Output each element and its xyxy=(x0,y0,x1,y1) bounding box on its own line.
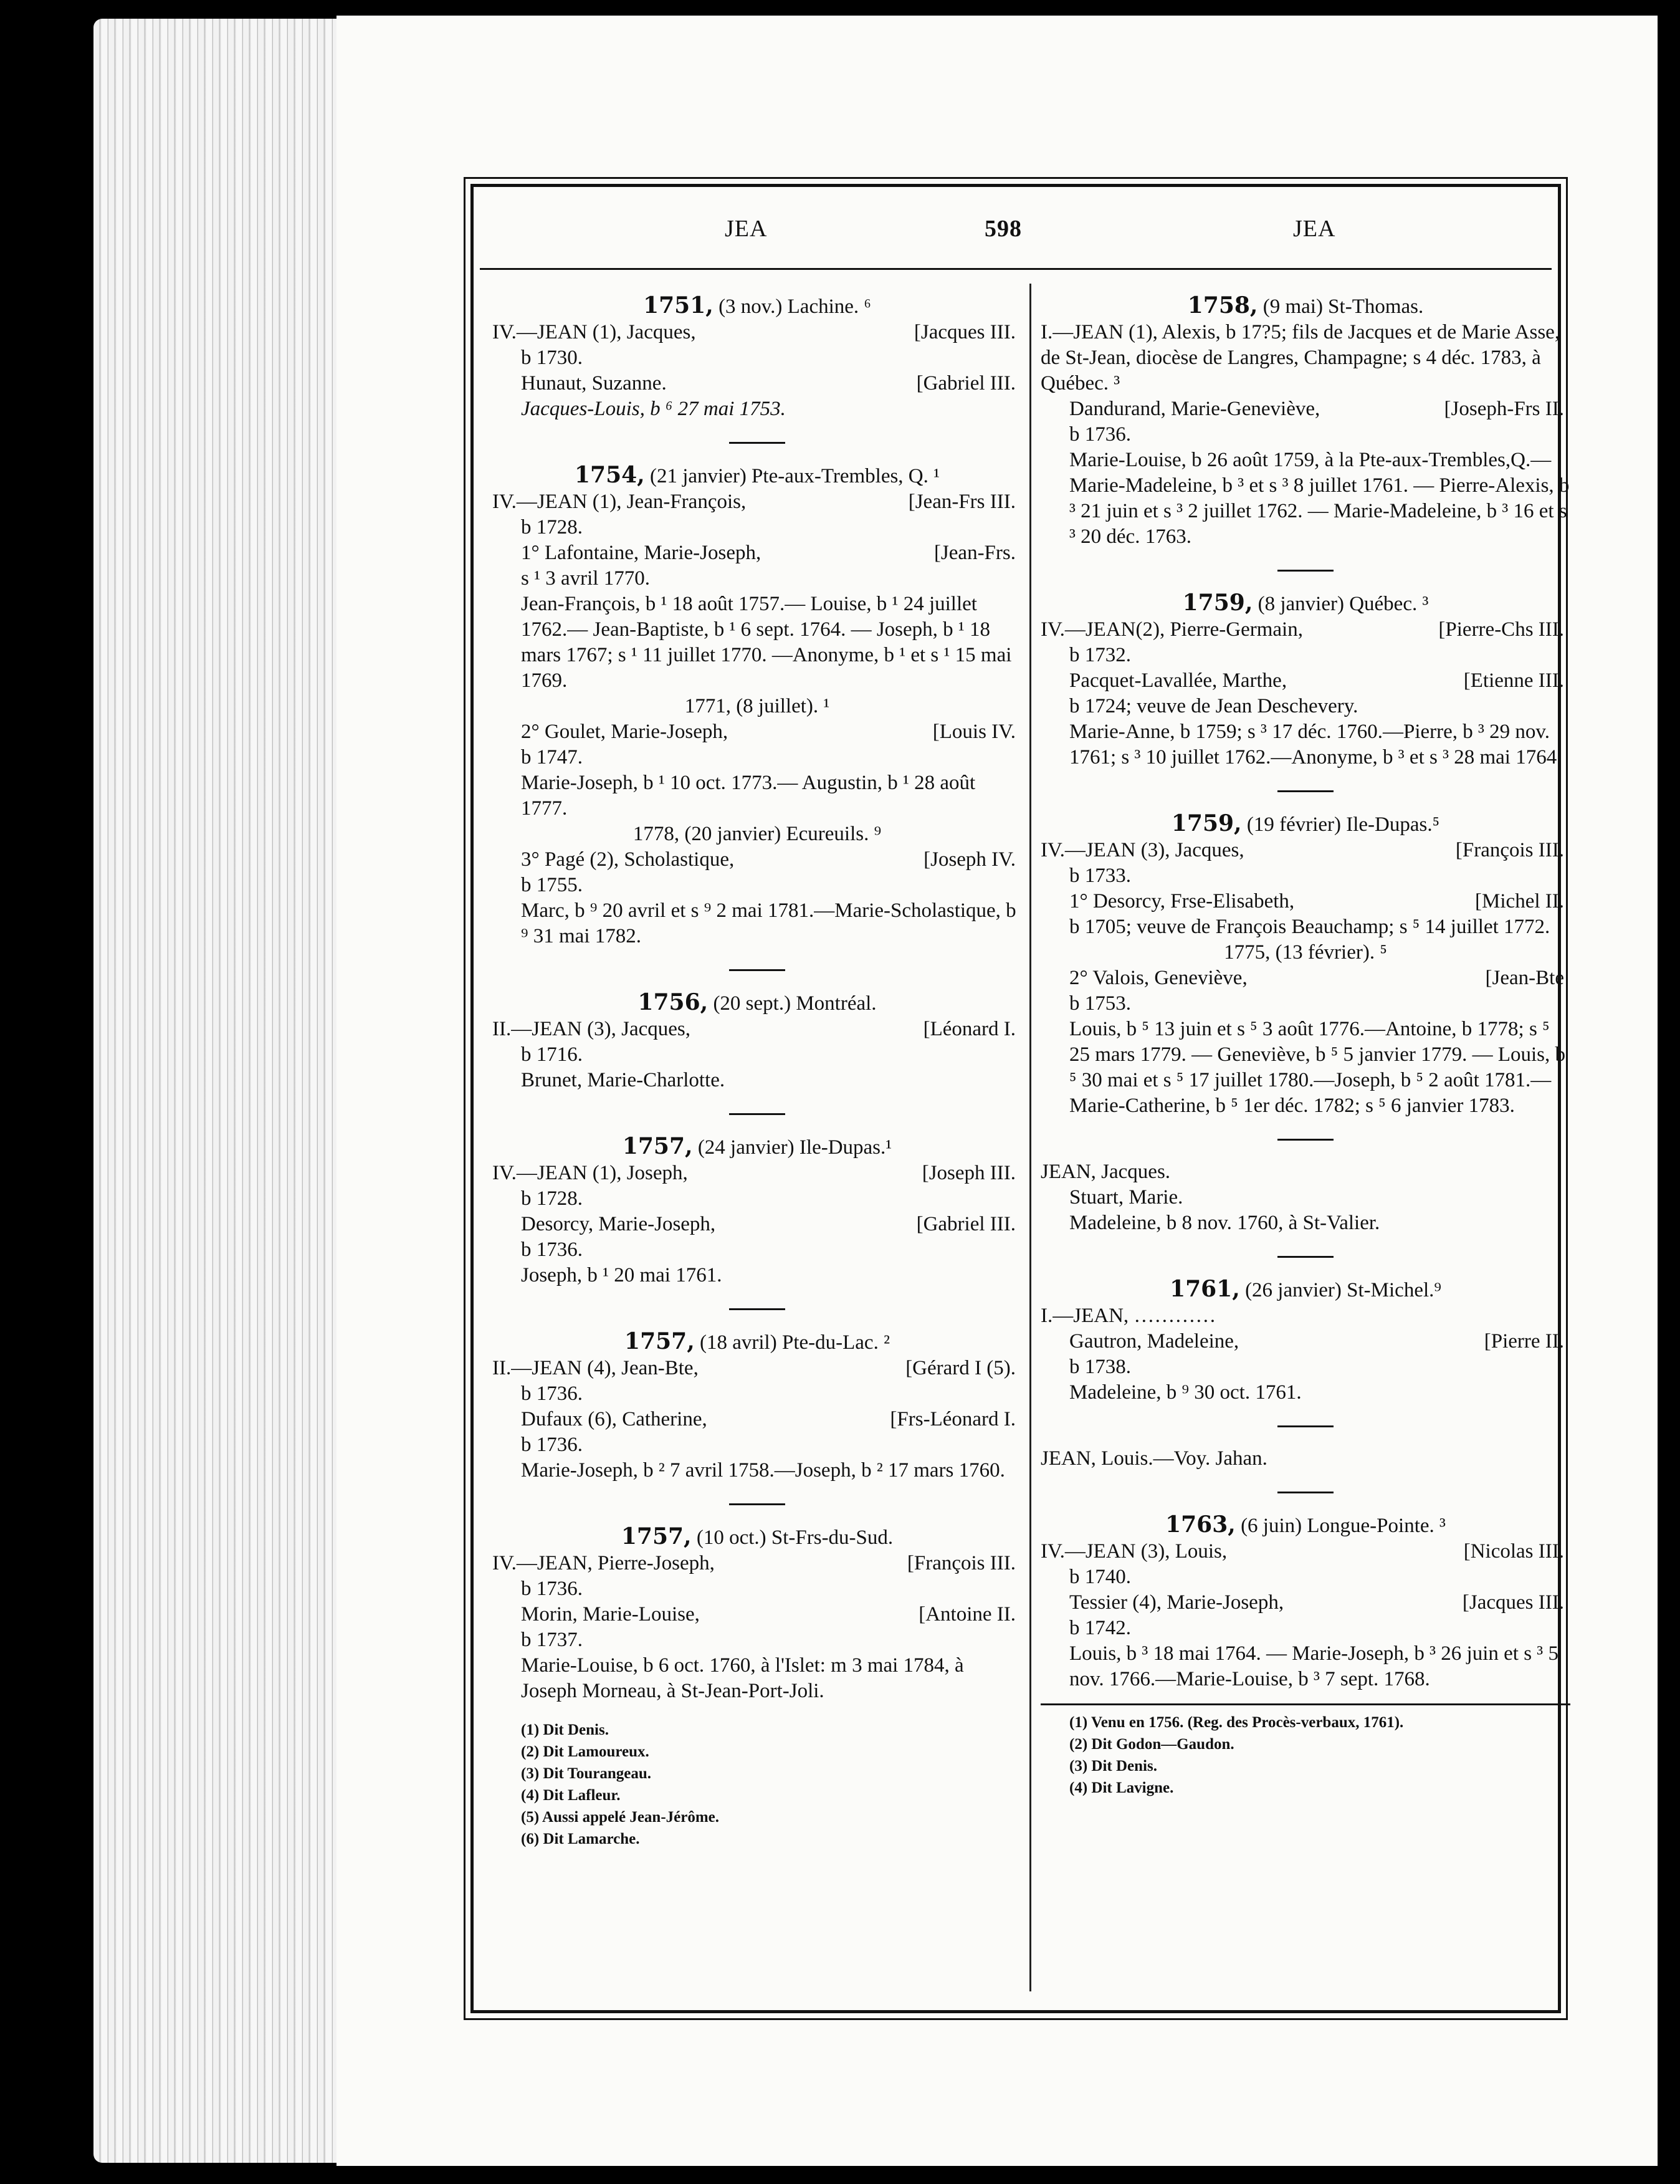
groom-father: [Jean-Frs III. xyxy=(908,491,1016,513)
entry-year: 1759, xyxy=(1171,810,1242,836)
footnote: (1) Venu en 1756. (Reg. des Procès-verbaux, 1761). xyxy=(1069,1714,1404,1731)
bride-2-birth: b 1753. xyxy=(1069,992,1131,1015)
groom-father: [Jacques III. xyxy=(914,321,1016,343)
children: Louis, b ³ 18 mai 1764. — Marie-Joseph, b ³ 26 juin et s ³ 5 nov. 1766.—Marie-Louise, b ³ 7 sept. 1768. xyxy=(1069,1642,1558,1690)
groom-father: [Gérard I (5). xyxy=(905,1357,1016,1379)
bride-birth: b 1737. xyxy=(521,1629,583,1651)
separator xyxy=(1277,570,1334,572)
book-page-edges xyxy=(93,19,336,2163)
separator xyxy=(1277,790,1334,792)
cross-reference: JEAN, Louis.—Voy. Jahan. xyxy=(1041,1447,1267,1470)
groom: I.—JEAN (1), Alexis, b 17?5; fils de Jacques et de Marie Asse, de St-Jean, diocèse de Langres, Champagne; s 4 déc. 1783, à Québec. ³ xyxy=(1041,321,1560,395)
bride-father: [Pierre II. xyxy=(1484,1330,1564,1353)
column-rule xyxy=(1029,284,1031,1991)
bride-3-father: [Joseph IV. xyxy=(924,848,1016,871)
entry-place: (21 janvier) Pte-aux-Trembles, Q. ¹ xyxy=(649,465,940,487)
marriage-2-date: 1771, (8 juillet). ¹ xyxy=(684,695,830,717)
children: Joseph, b ¹ 20 mai 1761. xyxy=(521,1264,722,1286)
entry-place: (24 janvier) Ile-Dupas.¹ xyxy=(697,1136,892,1159)
header-left-running-head: JEA xyxy=(725,216,768,242)
entry-year: 1756, xyxy=(637,989,709,1015)
groom-father: [François III. xyxy=(907,1552,1016,1574)
footnote: (1) Dit Denis. xyxy=(521,1722,609,1738)
groom: I.—JEAN, ………… xyxy=(1041,1305,1216,1327)
children: Marie-Louise, b 26 août 1759, à la Pte-aux-Trembles,Q.—Marie-Madeleine, b ³ et s ³ 8 juillet 1761. — Pierre-Alexis, b ³ 21 juin et s ³ 2 juillet 1762. — Marie-Madeleine, b ³ 16 et s ³ 20 déc. 1763. xyxy=(1069,449,1570,548)
bride-father: [Frs-Léonard I. xyxy=(890,1408,1016,1430)
bride-father: [Antoine II. xyxy=(919,1603,1016,1626)
separator xyxy=(729,442,785,444)
entry-1761 xyxy=(1041,1276,1570,1406)
footnote: (3) Dit Denis. xyxy=(1069,1758,1157,1775)
entry-year: 1759, xyxy=(1182,590,1253,616)
bride-birth: b 1736. xyxy=(521,1238,583,1261)
children: Louis, b ⁵ 13 juin et s ⁵ 3 août 1776.—Antoine, b 1778; s ⁵ 25 mars 1779. — Geneviève, b ⁵ 5 janvier 1779. — Louis, b ⁵ 30 mai et s ⁵ 17 juillet 1780.—Joseph, b ⁵ 2 août 1781.—Marie-Catherine, b ⁵ 1er déc. 1782; s ⁵ 6 janvier 1783. xyxy=(1069,1018,1566,1117)
groom-birth: b 1736. xyxy=(521,1578,583,1600)
entry-year: 1758, xyxy=(1187,292,1258,318)
footnote: (2) Dit Lamoureux. xyxy=(521,1743,649,1760)
header-rule xyxy=(480,268,1552,270)
bride-1-father: [Jean-Frs. xyxy=(933,542,1016,564)
groom-birth: b 1730. xyxy=(521,347,583,369)
groom-birth: b 1736. xyxy=(521,1382,583,1405)
separator xyxy=(729,1503,785,1505)
children: Madeleine, b 8 nov. 1760, à St-Valier. xyxy=(1069,1212,1380,1234)
bride: Brunet, Marie-Charlotte. xyxy=(521,1069,725,1091)
groom-father: [François III. xyxy=(1455,839,1564,861)
groom: IV.—JEAN, Pierre-Joseph, xyxy=(492,1552,715,1574)
bride-3-birth: b 1755. xyxy=(521,874,583,896)
groom: IV.—JEAN (3), Louis, xyxy=(1041,1540,1228,1563)
bride-father: [Jacques III. xyxy=(1462,1591,1564,1614)
children: Marie-Louise, b 6 oct. 1760, à l'Islet: m 3 mai 1784, à Joseph Morneau, à St-Jean-Port-Joli. xyxy=(521,1654,964,1702)
bride-3: 3° Pagé (2), Scholastique, xyxy=(521,848,735,871)
bride: Pacquet-Lavallée, Marthe, xyxy=(1069,669,1287,692)
bride-birth: b 1724; veuve de Jean Deschevery. xyxy=(1069,695,1358,717)
groom: IV.—JEAN(2), Pierre-Germain, xyxy=(1041,618,1303,641)
husband: JEAN, Jacques. xyxy=(1041,1161,1171,1183)
groom-birth: b 1740. xyxy=(1069,1566,1131,1588)
header-right-running-head: JEA xyxy=(1293,216,1336,242)
entry-1756 xyxy=(492,990,1022,1093)
bride: Dufaux (6), Catherine, xyxy=(521,1408,707,1430)
footnotes-right xyxy=(1041,1712,1570,1799)
bride-2: 2° Valois, Geneviève, xyxy=(1069,967,1248,989)
footnote: (2) Dit Godon—Gaudon. xyxy=(1069,1736,1234,1753)
bride-father: [Gabriel III. xyxy=(916,372,1016,395)
bride-father: [Etienne III. xyxy=(1463,669,1564,692)
bride: Desorcy, Marie-Joseph, xyxy=(521,1213,716,1235)
entry-1763 xyxy=(1041,1512,1570,1692)
footnote: (6) Dit Lamarche. xyxy=(521,1831,640,1847)
entry-year: 1757, xyxy=(621,1523,692,1549)
entry-place: (10 oct.) St-Frs-du-Sud. xyxy=(696,1526,894,1549)
page-number: 598 xyxy=(985,216,1022,242)
bride-1-details: b 1705; veuve de François Beauchamp; s ⁵ 14 juillet 1772. xyxy=(1069,916,1550,938)
entry-1757-oct xyxy=(492,1524,1022,1704)
bride-birth: b 1738. xyxy=(1069,1356,1131,1378)
groom: IV.—JEAN (1), Jean-François, xyxy=(492,491,747,513)
entry-place: (9 mai) St-Thomas. xyxy=(1262,295,1424,318)
bride-father: [Joseph-Frs II. xyxy=(1444,398,1564,420)
groom-birth: b 1732. xyxy=(1069,644,1131,666)
bride-2: 2° Goulet, Marie-Joseph, xyxy=(521,721,728,743)
entry-year: 1763, xyxy=(1165,1511,1236,1538)
groom-birth: b 1728. xyxy=(521,516,583,539)
entry-place: (8 janvier) Québec. ³ xyxy=(1258,593,1429,615)
bride-birth: b 1742. xyxy=(1069,1617,1131,1639)
entry-year: 1751, xyxy=(643,292,714,318)
entry-year: 1757, xyxy=(624,1328,695,1354)
separator xyxy=(1277,1139,1334,1141)
left-column xyxy=(492,293,1022,1850)
separator xyxy=(729,1308,785,1310)
footnote-rule xyxy=(1041,1703,1570,1705)
bride: Gautron, Madeleine, xyxy=(1069,1330,1239,1353)
entry-1754 xyxy=(492,462,1022,949)
separator xyxy=(1277,1492,1334,1493)
footnote: (4) Dit Lafleur. xyxy=(521,1787,621,1804)
children-3: Marc, b ⁹ 20 avril et s ⁹ 2 mai 1781.—Marie-Scholastique, b ⁹ 31 mai 1782. xyxy=(521,899,1016,947)
entry-1759-feb xyxy=(1041,811,1570,1119)
bride-father: [Gabriel III. xyxy=(916,1213,1016,1235)
children-2: Marie-Joseph, b ¹ 10 oct. 1773.— Augustin, b ¹ 28 août 1777. xyxy=(521,772,976,820)
bride-2-father: [Louis IV. xyxy=(932,721,1016,743)
bride-birth: b 1736. xyxy=(521,1434,583,1456)
groom-birth: b 1733. xyxy=(1069,865,1131,887)
footnote: (4) Dit Lavigne. xyxy=(1069,1779,1174,1796)
groom: IV.—JEAN (1), Jacques, xyxy=(492,321,696,343)
footnote: (3) Dit Tourangeau. xyxy=(521,1765,652,1782)
children: Marie-Joseph, b ² 7 avril 1758.—Joseph, b ² 17 mars 1760. xyxy=(521,1459,1005,1482)
bride-1-father: [Michel II. xyxy=(1475,890,1564,912)
bride: Hunaut, Suzanne. xyxy=(521,372,667,395)
children: Jacques-Louis, b ⁶ 27 mai 1753. xyxy=(521,398,786,420)
children: Madeleine, b ⁹ 30 oct. 1761. xyxy=(1069,1381,1302,1404)
entry-1758 xyxy=(1041,293,1570,550)
bride: Tessier (4), Marie-Joseph, xyxy=(1069,1591,1284,1614)
bride-1: 1° Lafontaine, Marie-Joseph, xyxy=(521,542,761,564)
footnote: (5) Aussi appelé Jean-Jérôme. xyxy=(521,1809,720,1826)
separator xyxy=(1277,1425,1334,1427)
entry-1757-jan xyxy=(492,1134,1022,1288)
entry-jean-louis xyxy=(1041,1446,1570,1472)
bride: Morin, Marie-Louise, xyxy=(521,1603,700,1626)
bride-1: 1° Desorcy, Frse-Elisabeth, xyxy=(1069,890,1295,912)
separator xyxy=(1277,1256,1334,1258)
bride-2-father: [Jean-Bte xyxy=(1485,967,1564,989)
wife: Stuart, Marie. xyxy=(1069,1186,1183,1209)
children: Marie-Anne, b 1759; s ³ 17 déc. 1760.—Pierre, b ³ 29 nov. 1761; s ³ 10 juillet 1762.—Anonyme, b ³ et s ³ 28 mai 1764. xyxy=(1069,721,1562,769)
groom-birth: b 1728. xyxy=(521,1187,583,1210)
groom-father: [Joseph III. xyxy=(922,1162,1016,1184)
entry-place: (3 nov.) Lachine. ⁶ xyxy=(718,295,871,318)
entry-year: 1761, xyxy=(1170,1276,1240,1302)
right-column xyxy=(1041,293,1570,1799)
footnotes-left xyxy=(492,1719,1022,1850)
groom: IV.—JEAN (3), Jacques, xyxy=(1041,839,1244,861)
groom-father: [Léonard I. xyxy=(923,1018,1016,1040)
marriage-3-date: 1778, (20 janvier) Ecureuils. ⁹ xyxy=(632,823,882,845)
entry-year: 1757, xyxy=(622,1133,693,1159)
entry-place: (6 juin) Longue-Pointe. ³ xyxy=(1241,1515,1446,1537)
entry-place: (26 janvier) St-Michel.⁹ xyxy=(1245,1279,1441,1301)
bride-2-birth: b 1747. xyxy=(521,746,583,769)
groom-birth: b 1716. xyxy=(521,1043,583,1066)
entry-1751 xyxy=(492,293,1022,422)
bride-birth: b 1736. xyxy=(1069,423,1131,446)
entry-place: (19 février) Ile-Dupas.⁵ xyxy=(1246,813,1440,836)
entry-1757-apr xyxy=(492,1329,1022,1483)
groom-father: [Nicolas III. xyxy=(1463,1540,1564,1563)
bride: Dandurand, Marie-Geneviève, xyxy=(1069,398,1320,420)
groom-father: [Pierre-Chs III. xyxy=(1438,618,1564,641)
entry-year: 1754, xyxy=(574,462,645,488)
marriage-2-date: 1775, (13 février). ⁵ xyxy=(1224,941,1387,964)
bride-1-burial: s ¹ 3 avril 1770. xyxy=(521,567,650,590)
entry-place: (20 sept.) Montréal. xyxy=(713,992,877,1015)
separator xyxy=(729,969,785,971)
groom: II.—JEAN (3), Jacques, xyxy=(492,1018,690,1040)
groom: II.—JEAN (4), Jean-Bte, xyxy=(492,1357,699,1379)
children-1: Jean-François, b ¹ 18 août 1757.— Louise, b ¹ 24 juillet 1762.— Jean-Baptiste, b ¹ 6 sept. 1764. — Joseph, b ¹ 18 mars 1767; s ¹ 11 juillet 1770. —Anonyme, b ¹ et s ¹ 15 mai 1769. xyxy=(521,593,1012,692)
entry-1759-jan xyxy=(1041,590,1570,770)
groom: IV.—JEAN (1), Joseph, xyxy=(492,1162,688,1184)
separator xyxy=(729,1113,785,1115)
entry-place: (18 avril) Pte-du-Lac. ² xyxy=(700,1331,890,1354)
entry-jean-jacques xyxy=(1041,1159,1570,1236)
